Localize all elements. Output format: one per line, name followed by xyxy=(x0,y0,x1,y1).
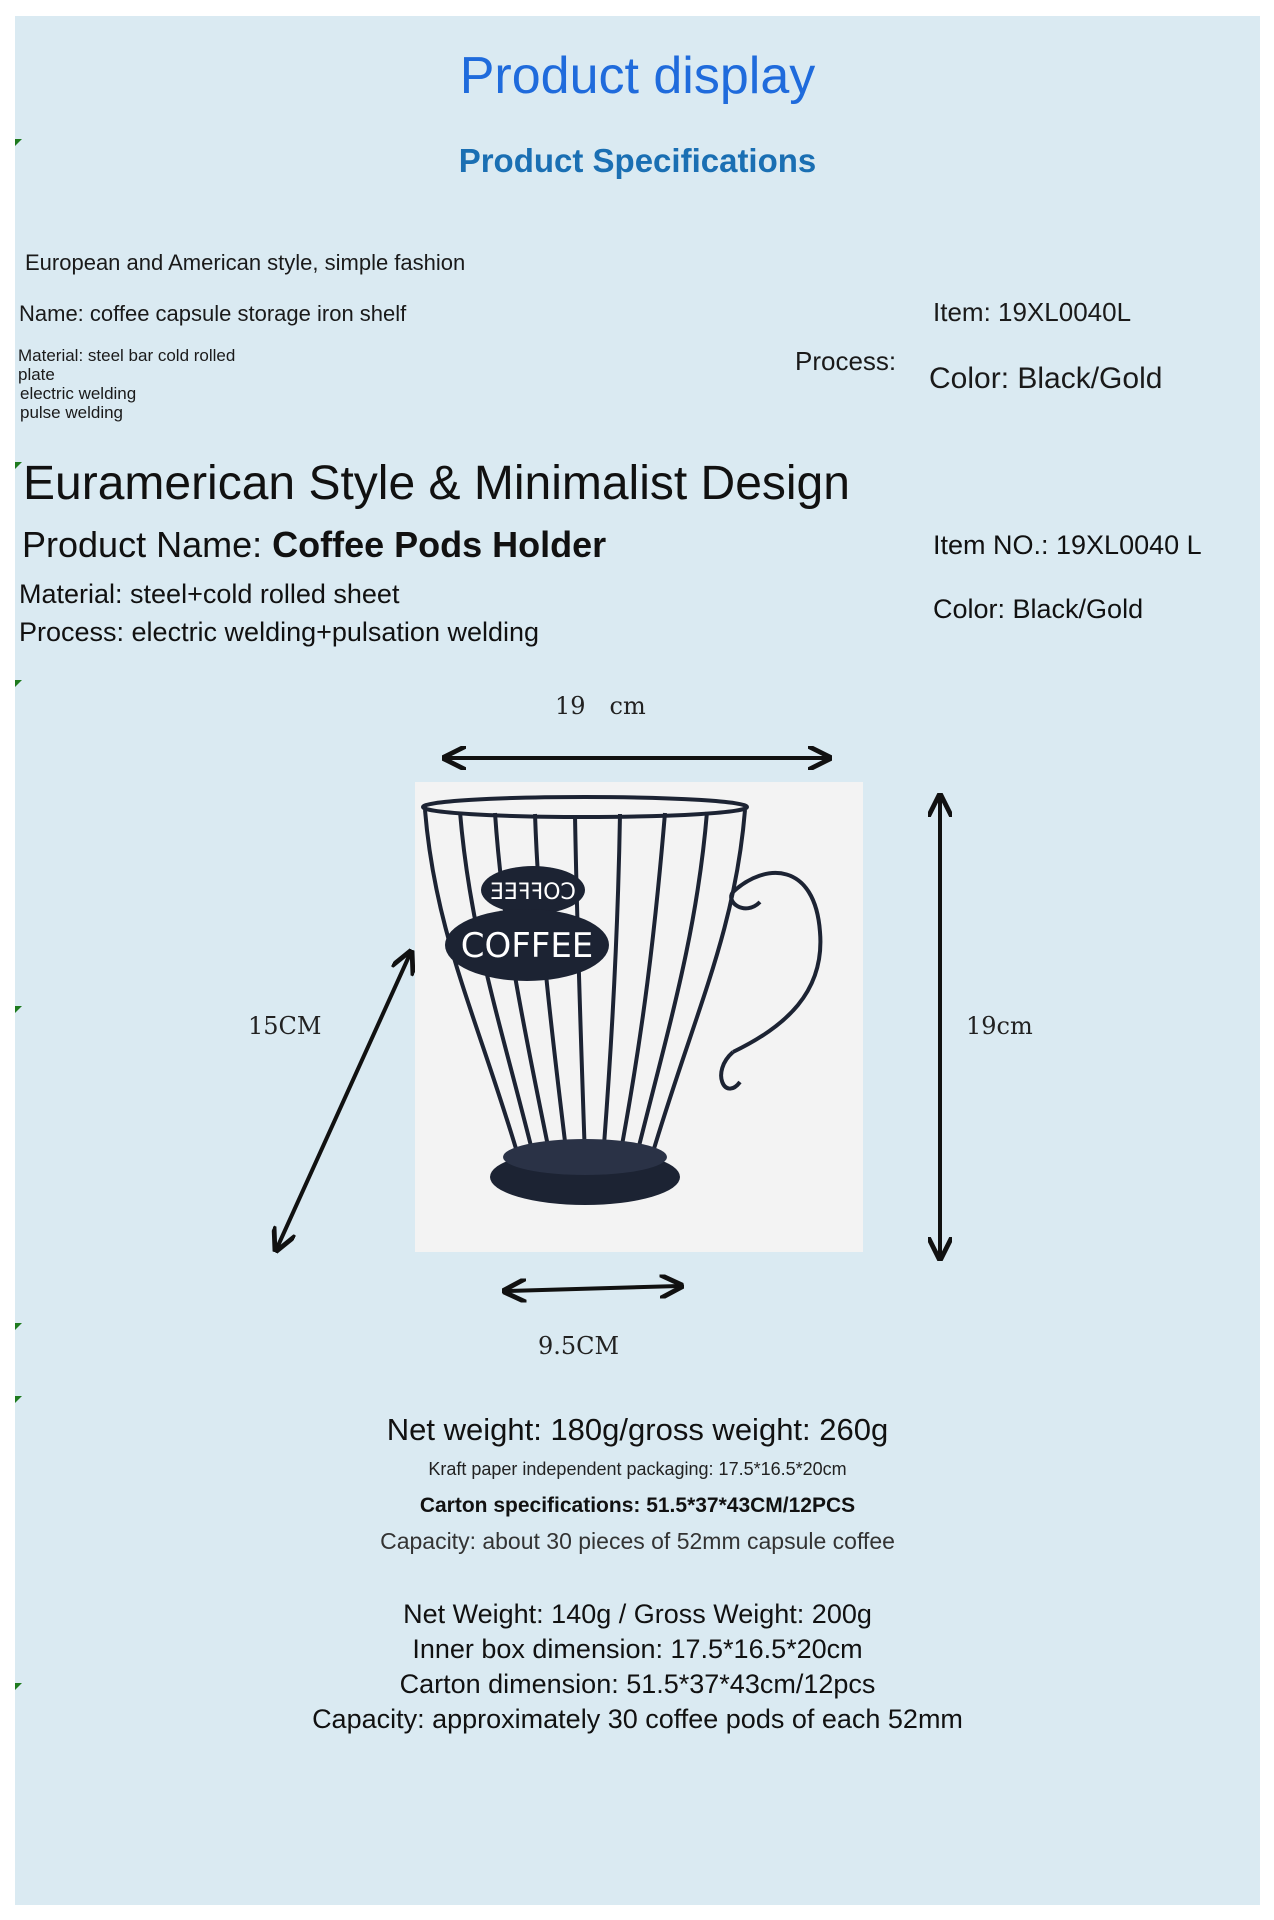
color-line-2: Color: Black/Gold xyxy=(933,594,1144,624)
packaging-line: Kraft paper independent packaging: 17.5*16.5*20cm xyxy=(428,1459,847,1479)
product-sheet xyxy=(15,16,1260,1905)
coffee-badge-large: COFFEE xyxy=(460,926,594,966)
carton-line-2: Carton dimension: 51.5*37*43cm/12pcs xyxy=(399,1669,876,1699)
process-line-2: Process: electric welding+pulsation welding xyxy=(19,617,540,647)
capacity-line-2: Capacity: approximately 30 coffee pods of each 52mm xyxy=(312,1704,963,1734)
material-line: electric welding xyxy=(20,384,137,403)
material-line: plate xyxy=(18,365,55,384)
height-label: 19cm xyxy=(966,1012,1033,1040)
coffee-holder-illustration xyxy=(415,782,863,1252)
base-width-label: 9.5CM xyxy=(538,1332,620,1360)
item-no-line: Item NO.: 19XL0040 L xyxy=(933,530,1202,560)
page-title: Product display xyxy=(459,47,816,105)
name-line: Name: coffee capsule storage iron shelf xyxy=(19,301,407,326)
weight-line-1: Net weight: 180g/gross weight: 260g xyxy=(386,1412,889,1447)
capacity-line-1: Capacity: about 30 pieces of 52mm capsule coffee xyxy=(380,1528,895,1554)
product-name-label: Product Name: xyxy=(22,524,273,565)
diagonal-label: 15CM xyxy=(248,1012,322,1040)
material-line: Material: steel bar cold rolled xyxy=(18,346,236,365)
diagonal-arrow xyxy=(277,954,410,1248)
carton-line-1: Carton specifications: 51.5*37*43CM/12PCS xyxy=(419,1494,856,1517)
product-photo xyxy=(415,782,863,1252)
color-line: Color: Black/Gold xyxy=(929,362,1163,395)
design-heading: Euramerican Style & Minimalist Design xyxy=(23,457,850,510)
base-width-arrow xyxy=(507,1286,679,1291)
weight-line-2: Net Weight: 140g / Gross Weight: 200g xyxy=(403,1599,872,1629)
item-number: Item: 19XL0040L xyxy=(933,297,1132,327)
section-subtitle: Product Specifications xyxy=(458,142,817,179)
process-label: Process: xyxy=(795,346,897,376)
top-width-label: 19 cm xyxy=(555,692,646,720)
coffee-badge-small: COFFEE xyxy=(490,880,576,905)
style-line: European and American style, simple fashion xyxy=(25,250,466,275)
material-line: pulse welding xyxy=(20,403,124,422)
inner-box-line: Inner box dimension: 17.5*16.5*20cm xyxy=(412,1634,863,1664)
material-line-2: Material: steel+cold rolled sheet xyxy=(19,579,400,609)
product-name-value: Coffee Pods Holder xyxy=(272,524,607,565)
